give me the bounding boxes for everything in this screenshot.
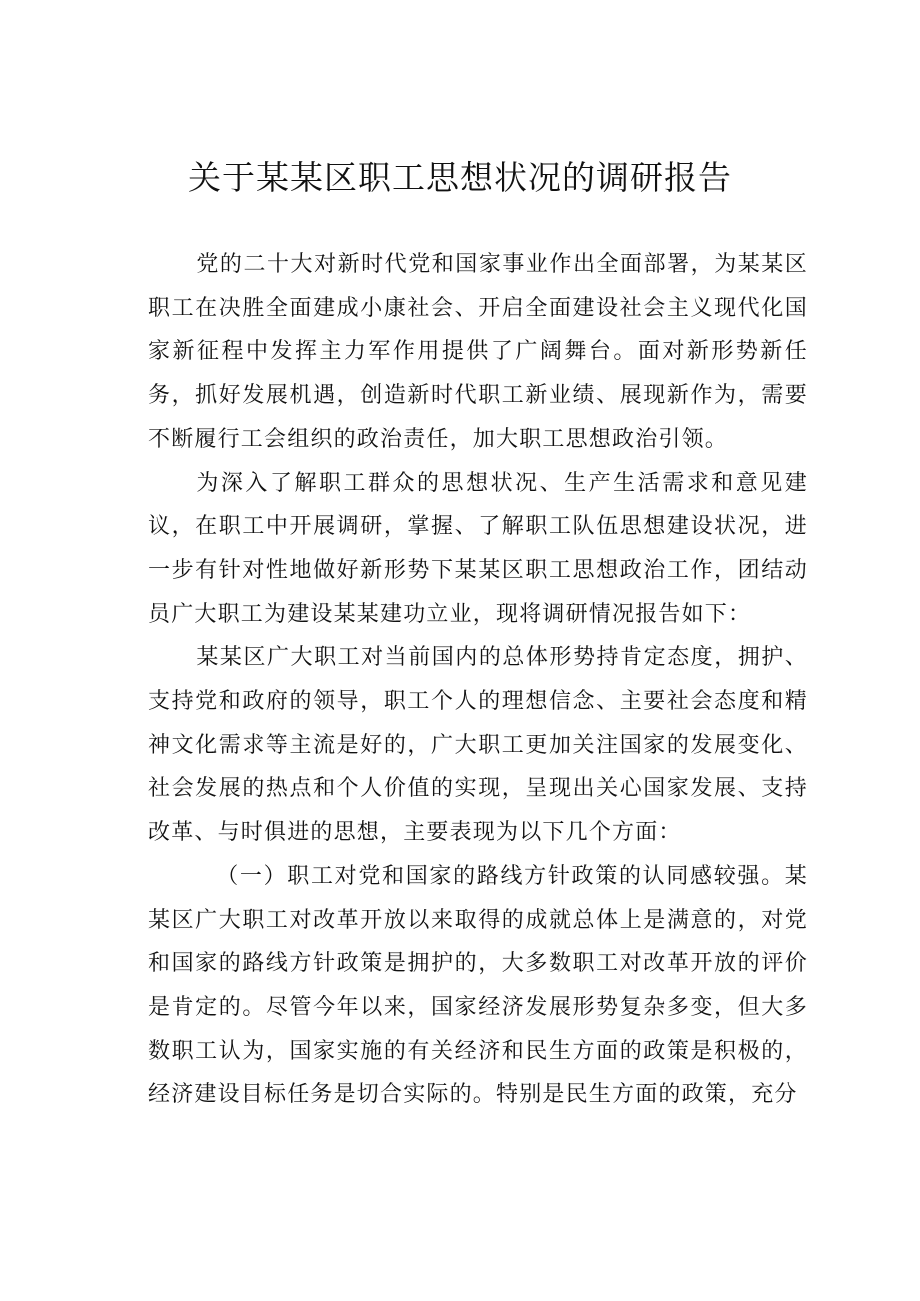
- paragraph-overview: 某某区广大职工对当前国内的总体形势持肯定态度，拥护、支持党和政府的领导，职工个人的理想信念、主要社会态度和精神文化需求等主流是好的，广大职工更加关注国家的发展变化、社会发展的热点和个人价值的实现，呈现出关心国家发展、支持改革、与时俱进的思想，主要表现为以下几个方面：: [148, 645, 808, 846]
- document-body: [148, 243, 808, 1117]
- document-title: 关于某某区职工思想状况的调研报告: [188, 158, 732, 197]
- paragraph-purpose: 为深入了解职工群众的思想状况、生产生活需求和意见建议，在职工中开展调研，掌握、了解职工队伍思想建设状况，进一步有针对性地做好新形势下某某区职工思想政治工作，团结动员广大职工为建设某某建功立业，现将调研情况报告如下：: [148, 470, 808, 627]
- paragraph-intro: 党的二十大对新时代党和国家事业作出全面部署，为某某区职工在决胜全面建成小康社会、开启全面建设社会主义现代化国家新征程中发挥主力军作用提供了广阔舞台。面对新形势新任务，抓好发展机遇，创造新时代职工新业绩、展现新作为，需要不断履行工会组织的政治责任，加大职工思想政治引领。: [148, 252, 808, 452]
- paragraph-section-one: （一）职工对党和国家的路线方针政策的认同感较强。某某区广大职工对改革开放以来取得的成就总体上是满意的，对党和国家的路线方针政策是拥护的，大多数职工对改革开放的评价是肯定的。尽管今年以来，国家经济发展形势复杂多变，但大多数职工认为，国家实施的有关经济和民生方面的政策是积极的，经济建设目标任务是切合实际的。特别是民生方面的政策，充分: [148, 863, 808, 1108]
